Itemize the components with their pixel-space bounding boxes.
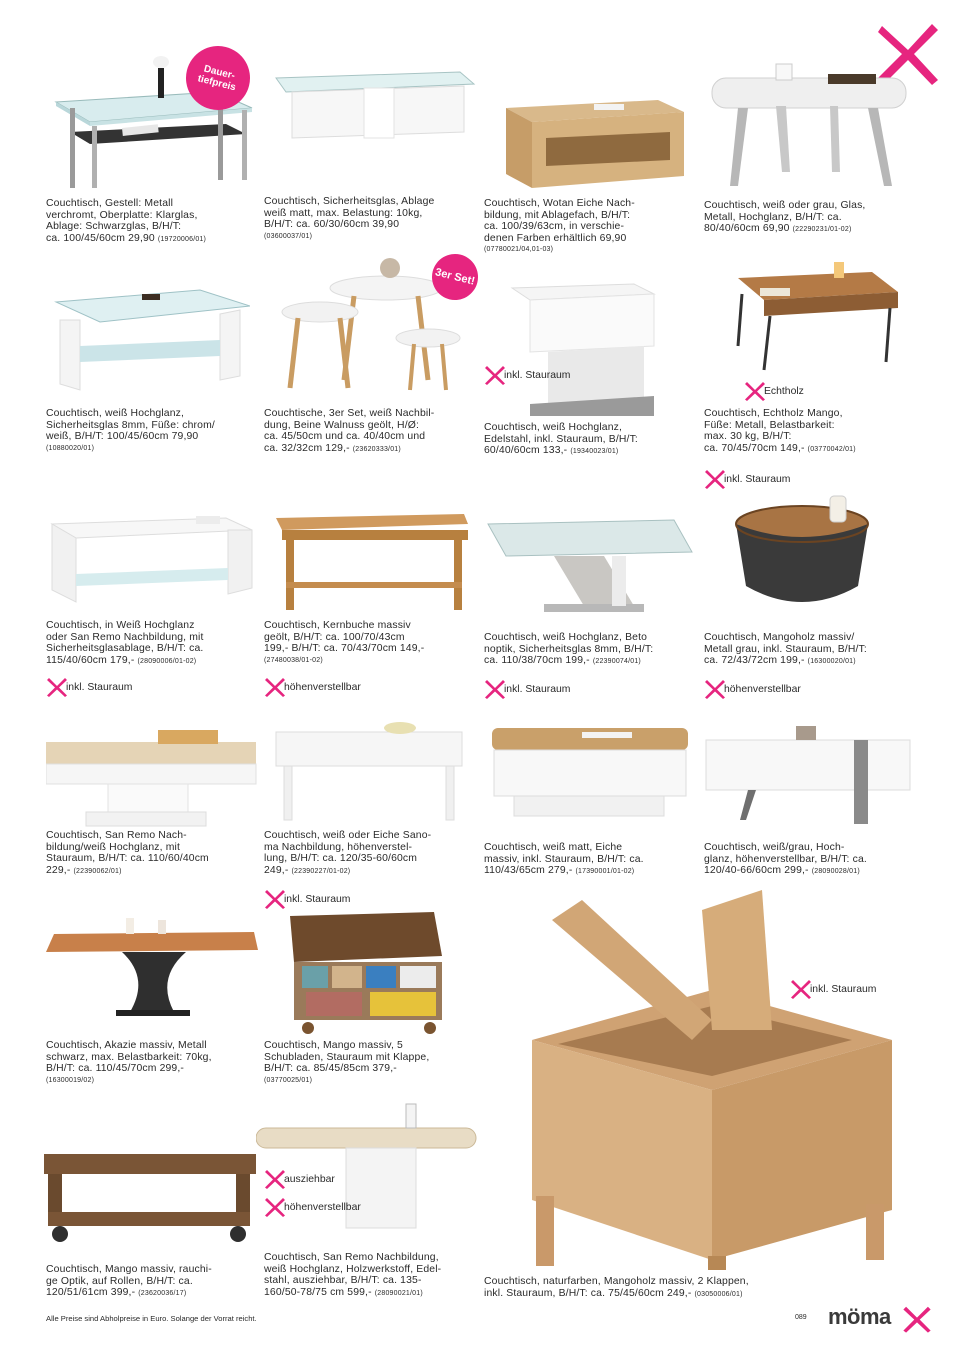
height-adjustable-tag: höhenverstellbar	[264, 1196, 361, 1218]
product-2[interactable]	[264, 66, 476, 246]
product-description: Couchtisch, Gestell: Metall verchromt, Oberplatte: Klarglas, Ablage: Schwarzglas, B/H/T: ca. 100/45/60cm 29,90 (19720006/01)	[46, 198, 207, 244]
mango-drum-table-image	[732, 490, 872, 624]
oval-white-table-image	[708, 60, 908, 190]
product-14[interactable]	[264, 718, 476, 910]
extendable-tag: ausziehbar	[264, 1168, 335, 1190]
glass-white-table-image	[270, 66, 476, 146]
product-15[interactable]	[484, 724, 696, 884]
product-description: Couchtische, 3er Set, weiß Nachbil- dung, Beine Walnuss geölt, H/Ø: ca. 45/50cm und ca. 40/40cm und ca. 32/32cm 129,- (23620333/01)	[264, 408, 435, 454]
white-oak-storage-table-image	[490, 724, 690, 820]
storage-tag: inkl. Stauraum	[484, 364, 570, 386]
product-8[interactable]	[704, 258, 912, 485]
product-description: Couchtisch, Sicherheitsglas, Ablage weiß matt, max. Belastung: 10kg, B/H/T: ca. 60/30/60cm 39,90 (03600037/01)	[264, 196, 435, 240]
real-wood-tag: Echtholz	[744, 380, 804, 402]
product-16[interactable]	[704, 716, 914, 884]
product-description: Couchtisch, Akazie massiv, Metall schwarz, max. Belastbarkeit: 70kg, B/H/T: ca. 110/45/70cm 299,- (16300019/02)	[46, 1040, 212, 1084]
logo-text: möma	[828, 1304, 891, 1329]
product-description: Couchtisch, weiß oder grau, Glas, Metall, Hochglanz, B/H/T: ca. 80/40/60cm 69,90 (22290231/01-02)	[704, 200, 866, 235]
product-description: Couchtisch, San Remo Nach- bildung/weiß Hochglanz, mit Stauraum, B/H/T: ca. 110/60/40cm 229,- (22390062/01)	[46, 830, 209, 876]
product-21[interactable]	[484, 880, 924, 1304]
page-number: 089	[795, 1314, 807, 1321]
product-description: Couchtisch, Mango massiv, 5 Schubladen, Stauraum mit Klappe, B/H/T: ca. 85/45/85cm 379,- (03770025/01)	[264, 1040, 430, 1084]
storage-tag: inkl. Stauraum	[790, 978, 876, 1000]
storage-tag: inkl. Stauraum	[264, 888, 350, 910]
logo-x-icon	[902, 1304, 932, 1334]
product-description: Couchtisch, weiß oder Eiche Sano- ma Nachbildung, höhenverstel- lung, B/H/T: ca. 120/35-60/60cm 249,- (22390227/01-02)	[264, 830, 432, 876]
height-adjustable-tag: höhenverstellbar	[704, 678, 801, 700]
acacia-table-image	[46, 908, 258, 1024]
product-description: Couchtisch, San Remo Nachbildung, weiß Hochglanz, Holzwerkstoff, Edel- stahl, ausziehbar, B/H/T: ca. 135- 160/50-78/75 cm 599,- (28090021/01)	[264, 1252, 442, 1298]
product-description: Couchtisch, Mango massiv, rauchi- ge Optik, auf Rollen, B/H/T: ca. 120/51/61cm 399,- (23620036/17)	[46, 1264, 212, 1299]
product-20[interactable]	[256, 1096, 480, 1306]
product-description: Couchtisch, in Weiß Hochglanz oder San Remo Nachbildung, mit Sicherheitsglasablage, B/H/T: ca. 115/40/60cm 179,- (28090006/01-02)	[46, 620, 204, 666]
set-badge: 3er Set!	[427, 249, 483, 305]
product-7[interactable]	[484, 280, 696, 460]
product-description: Couchtisch, weiß Hochglanz, Edelstahl, inkl. Stauraum, B/H/T: 60/40/60cm 133,- (19340023/01)	[484, 422, 638, 457]
product-description: Couchtisch, Wotan Eiche Nach- bildung, mit Ablagefach, B/H/T: ca. 100/39/63cm, in verschie- denen Farben erhältlich 69,90 (07780021/04,01-03)	[484, 198, 635, 254]
san-remo-table-image	[46, 728, 258, 832]
x-mark-icon	[744, 380, 766, 402]
product-description: Couchtisch, Mangoholz massiv/ Metall grau, inkl. Stauraum, B/H/T: ca. 72/43/72cm 199,- (16300020/01)	[704, 632, 867, 667]
x-mark-icon	[264, 1168, 286, 1190]
white-grey-table-image	[704, 724, 912, 824]
x-mark-icon	[264, 676, 286, 698]
product-description: Couchtisch, Kernbuche massiv geölt, B/H/T: ca. 100/70/43cm 199,- B/H/T: ca. 70/43/70cm 149,- (27480038/01-02)	[264, 620, 425, 664]
oak-table-image	[498, 96, 688, 196]
storage-tag: inkl. Stauraum	[46, 676, 132, 698]
product-18[interactable]	[264, 906, 476, 1092]
white-glass-table-image	[50, 280, 250, 392]
product-13[interactable]	[46, 720, 260, 880]
product-12[interactable]	[704, 470, 914, 700]
mango-chest-table-image	[512, 880, 892, 1270]
product-10[interactable]	[264, 486, 476, 700]
white-cube-table-image	[508, 280, 658, 416]
product-description: Couchtisch, weiß Hochglanz, Sicherheitsglas 8mm, Füße: chrom/ weiß, B/H/T: 100/45/60cm 79,90 (10880020/01)	[46, 408, 215, 452]
x-mark-icon	[46, 676, 68, 698]
product-description: Couchtisch, weiß matt, Eiche massiv, inkl. Stauraum, B/H/T: ca. 110/43/65cm 279,- (17390001/01-02)	[484, 842, 644, 877]
dauertiefpreis-badge: Dauer-tiefpreis	[179, 39, 257, 117]
height-adjustable-tag: höhenverstellbar	[264, 676, 361, 698]
x-mark-icon	[704, 678, 726, 700]
storage-tag: inkl. Stauraum	[704, 468, 790, 490]
product-description: Couchtisch, weiß Hochglanz, Beto noptik, Sicherheitsglas 8mm, B/H/T: ca. 110/38/70cm 199,- (22390074/01)	[484, 632, 654, 667]
mango-trolley-table-image	[40, 1148, 258, 1244]
storage-tag: inkl. Stauraum	[484, 678, 570, 700]
white-glass-shelf-table-image	[46, 510, 254, 610]
product-11[interactable]	[484, 516, 696, 700]
beech-table-image	[272, 510, 472, 614]
product-5[interactable]	[46, 280, 256, 460]
moema-logo	[828, 1300, 932, 1340]
mango-table-image	[730, 258, 900, 388]
mango-drawer-table-image	[284, 906, 444, 1036]
product-17[interactable]	[46, 908, 260, 1092]
product-3[interactable]	[484, 96, 696, 266]
price-disclaimer: Alle Preise sind Abholpreise in Euro. Solange der Vorrat reicht.	[46, 1314, 257, 1323]
product-4[interactable]	[704, 60, 912, 240]
white-lift-table-image	[274, 718, 464, 824]
x-mark-icon	[790, 978, 812, 1000]
x-mark-icon	[484, 678, 506, 700]
product-description: Couchtisch, naturfarben, Mangoholz massiv, 2 Klappen, inkl. Stauraum, B/H/T: ca. 75/45/60cm 249,- (03050006/01)	[484, 1276, 749, 1299]
concrete-glass-table-image	[484, 516, 694, 616]
x-mark-icon	[264, 1196, 286, 1218]
product-description: Couchtisch, weiß/grau, Hoch- glanz, höhenverstellbar, B/H/T: ca. 120/40-66/60cm 299,- (28090028/01)	[704, 842, 867, 877]
x-mark-icon	[484, 364, 506, 386]
product-19[interactable]	[40, 1140, 260, 1300]
product-9[interactable]	[46, 500, 258, 700]
product-description: Couchtisch, Echtholz Mango, Füße: Metall, Belastbarkeit: max. 30 kg, B/H/T: ca. 70/45/70cm 149,- (03770042/01)	[704, 408, 856, 454]
